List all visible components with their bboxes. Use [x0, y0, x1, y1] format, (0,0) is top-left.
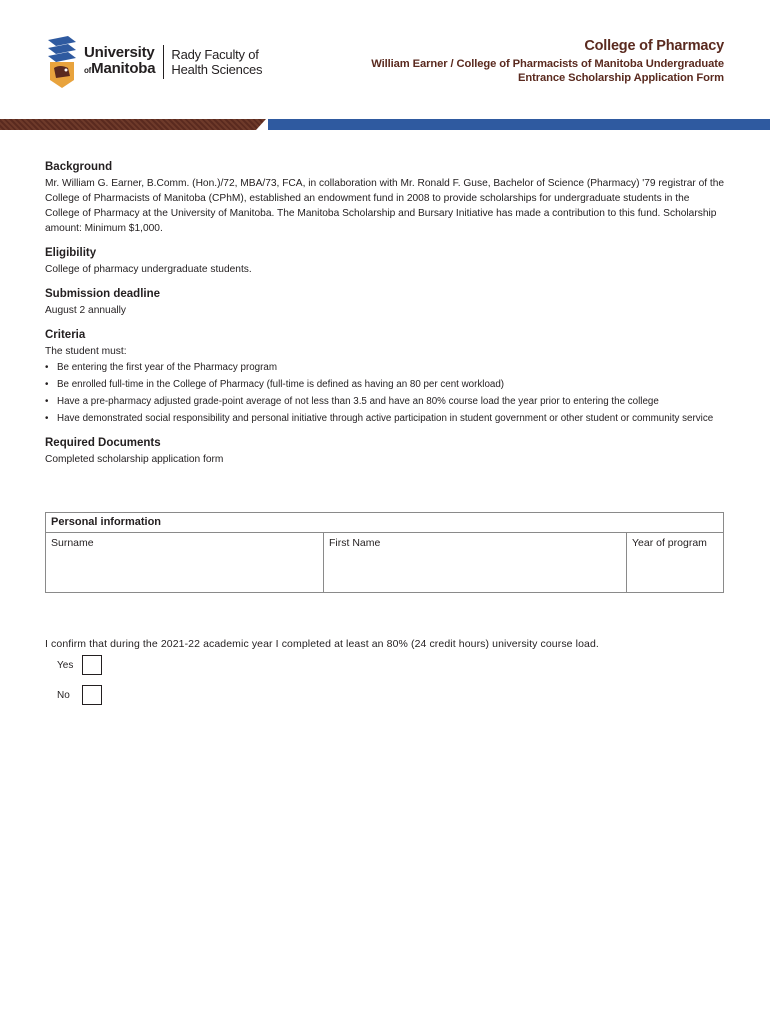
logo-of: of [84, 66, 92, 75]
criteria-item: • Have a pre-pharmacy adjusted grade-point average of not less than 3.5 and have an 80% course load the year prior to entering the college [45, 395, 725, 409]
yes-option [57, 655, 102, 675]
deadline-text: August 2 annually [45, 305, 126, 316]
background-heading: Background [45, 161, 113, 173]
yes-label: Yes [57, 659, 74, 671]
criteria-intro: The student must: [45, 346, 127, 357]
first-name-field[interactable] [324, 533, 627, 592]
eligibility-text: College of pharmacy undergraduate students. [45, 264, 252, 275]
form-subtitle-line2: Entrance Scholarship Application Form [518, 72, 724, 84]
personal-info-row [46, 533, 723, 592]
university-logo [46, 36, 262, 88]
faculty-line2: Health Sciences [171, 62, 263, 77]
faculty-line1: Rady Faculty of [171, 47, 259, 62]
documents-text: Completed scholarship application form [45, 454, 224, 465]
yes-checkbox[interactable] [82, 655, 102, 675]
year-of-program-field[interactable] [627, 533, 723, 592]
logo-manitoba: Manitoba [91, 60, 156, 77]
section-deadline [45, 287, 725, 318]
university-wordmark [84, 45, 155, 79]
background-text: Mr. William G. Earner, B.Comm. (Hon.)/72, MBA/73, FCA, in collaboration with Mr. Ronald F. Guse, Bachelor of Science (Pharmacy) '79 registrar of the College of Pharmacists of Manitoba (CPhM), established an endowment fund in 2008 to provide scholarships for undergraduate students in the College of Pharmacy at the University of Manitoba. The Manitoba Scholarship and Bursary Initiative has made a contribution to this fund. Scholarship amount: Minimum $1,000. [45, 178, 725, 234]
no-label: No [57, 689, 70, 701]
personal-info-table [45, 512, 724, 593]
section-background [45, 160, 725, 236]
faculty-name [171, 47, 262, 77]
documents-heading: Required Documents [45, 437, 161, 449]
eligibility-heading: Eligibility [45, 247, 97, 259]
criteria-list [45, 361, 725, 426]
surname-field[interactable] [46, 533, 324, 592]
page-header [0, 0, 770, 130]
first-name-label: First Name [329, 537, 381, 549]
form-content [45, 160, 725, 477]
form-subtitle-line1: William Earner / College of Pharmacists of Manitoba Undergraduate [371, 58, 724, 70]
personal-info-heading: Personal information [46, 513, 723, 533]
surname-label: Surname [51, 537, 94, 549]
criteria-item: • Be enrolled full-time in the College of Pharmacy (full-time is defined as having an 80 per cent workload) [45, 378, 725, 392]
no-checkbox[interactable] [82, 685, 102, 705]
course-load-confirmation: I confirm that during the 2021-22 academic year I completed at least an 80% (24 credit hours) university course load. [45, 638, 599, 650]
no-option [57, 685, 102, 705]
header-band-blue [268, 119, 770, 130]
section-criteria [45, 328, 725, 426]
criteria-item: • Have demonstrated social responsibility and personal initiative through active participation in student government or other student or community service [45, 412, 725, 426]
bison-crest-icon [46, 36, 78, 88]
criteria-heading: Criteria [45, 329, 86, 341]
header-band-brown [0, 119, 266, 130]
criteria-item: • Be entering the first year of the Pharmacy program [45, 361, 725, 375]
year-of-program-label: Year of program [632, 537, 707, 549]
page-title: College of Pharmacy [584, 38, 724, 54]
logo-university: University [84, 44, 155, 61]
deadline-heading: Submission deadline [45, 288, 161, 300]
logo-divider [163, 45, 164, 79]
section-eligibility [45, 246, 725, 277]
form-title-block [371, 38, 724, 85]
section-documents [45, 436, 725, 467]
